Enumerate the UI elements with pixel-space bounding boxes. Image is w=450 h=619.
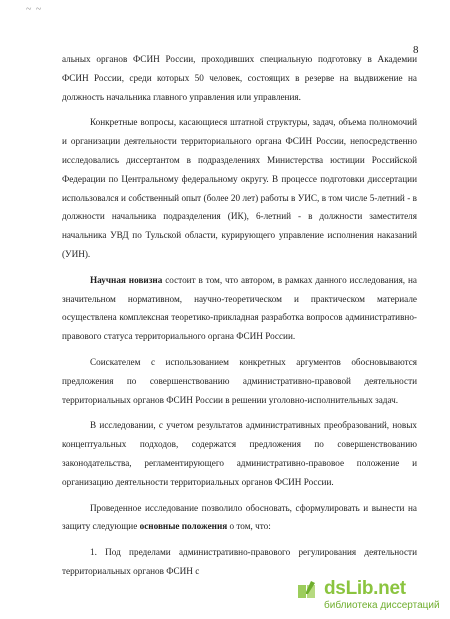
text-run: Конкретные вопросы, касающиеся штатной структуры, задач, объема полномочий и организации деятельности территориального органа ФСИН России, непосредственно исследовались диссертантом в подразделениях Министерства юстиции Российской Федерации по Центральному федеральному округу. В процессе подготовки диссертации использовался и собственный опыт (более 20 лет) работы в УИС, в том числе 5-летний - в должности начальника подразделения (ИК), 6-летний - в должности заместителя начальника УВД по Тульской области, курирующего управление исполнения наказаний (УИН).	[62, 117, 417, 259]
watermark-brand-tld: .net	[373, 578, 406, 599]
text-run: состоит в том, что автором, в рамках данного исследования, на значительном нормативном, научно-теоретическом и практическом материале осуществлена комплексная теоретико-прикладная разработка вопросов административно-правового статуса территориального органа ФСИН России.	[62, 274, 417, 342]
watermark-subtitle: библиотека диссертаций	[324, 600, 440, 611]
scan-mark: ~ ~	[26, 4, 43, 15]
text-run: 1. Под пределами административно-правового регулирования деятельности территориальных органов ФСИН с	[62, 547, 417, 576]
paragraph-p3	[62, 271, 417, 346]
book-pen-icon	[296, 580, 318, 602]
paragraph-p1	[62, 50, 417, 106]
text-run: Проведенное исследование позволило обосновать, сформулировать и вынести на защиту следующие	[62, 502, 417, 532]
text-run: Соискателем с использованием конкретных аргументов обосновываются предложения по совершенствованию административно-правовой деятельности территориальных органов ФСИН России в решении уголовно-исполнительных задач.	[62, 356, 417, 405]
paragraph-p6	[62, 499, 417, 537]
bold-phrase: Научная новизна	[90, 274, 163, 285]
bold-phrase: основные положения	[139, 521, 228, 532]
page-number: 8	[413, 44, 419, 56]
paragraph-p2	[62, 113, 417, 263]
text-run: о том, что:	[227, 521, 271, 532]
body-text	[62, 50, 417, 588]
paragraph-p5	[62, 416, 417, 491]
text-run: В исследовании, с учетом результатов административных преобразований, новых концептуальных подходов, содержатся предложения по совершенствованию законодательства, регламентирующего административно-правовое положение и организацию деятельности территориальных органов ФСИН России.	[62, 420, 417, 487]
watermark-brand-name: dsLib	[324, 578, 374, 599]
watermark-brand	[324, 578, 406, 600]
paragraph-p4	[62, 353, 417, 409]
text-run: альных органов ФСИН России, проходивших специальную подготовку в Академии ФСИН России, среди которых 50 человек, состоящих в резерве на выдвижение на должность начальника главного управления или управления.	[62, 54, 417, 102]
watermark[interactable]	[296, 578, 446, 616]
